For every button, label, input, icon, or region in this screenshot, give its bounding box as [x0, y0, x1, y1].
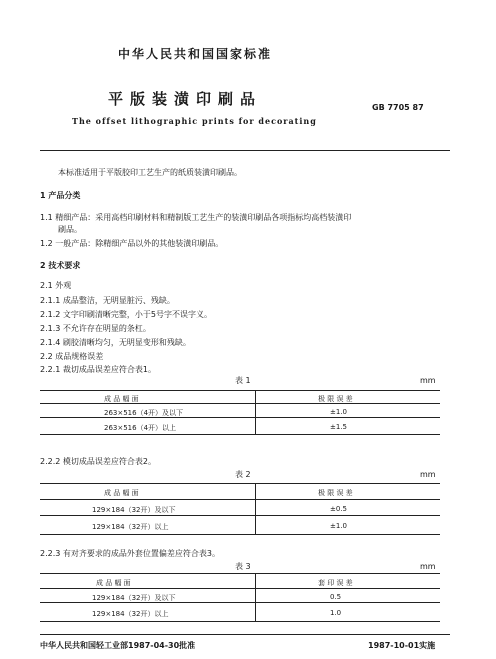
clause-2-1-3: 2.1.3 不允许存在明显的条杠。 [40, 324, 151, 333]
table-3-header-size: 成 品 幅 面 [96, 579, 131, 587]
clause-2-2: 2.2 成品规格误差 [40, 352, 104, 361]
clause-2-1-1: 2.1.1 成品整洁，无明显脏污、残缺。 [40, 296, 175, 305]
table-2-header-tolerance: 极 限 误 差 [318, 489, 353, 497]
effective-date: 1987-10-01实施 [368, 641, 436, 650]
document-title: 平版装潢印刷品 [108, 90, 263, 108]
clause-2-1-4: 2.1.4 刷胶清晰均匀，无明显变形和残缺。 [40, 338, 191, 347]
standard-number: GB 7705 87 [372, 103, 424, 112]
clause-2-2-2: 2.2.2 模切成品误差应符合表2。 [40, 457, 156, 466]
footer-rule [40, 634, 450, 635]
table-2-caption: 表 2 [235, 470, 251, 479]
table-row: 129×184（32开）以上 [92, 523, 169, 531]
table-cell: ±0.5 [330, 505, 347, 513]
table-2-unit: mm [420, 470, 436, 479]
table-row: 263×516（4开）及以下 [104, 409, 184, 417]
clause-2-1: 2.1 外观 [40, 281, 72, 290]
clause-2-2-3: 2.2.3 有对齐要求的成品外套位置偏差应符合表3。 [40, 549, 220, 558]
table-3-header-tolerance: 套 印 误 差 [318, 579, 353, 587]
english-title: The offset lithographic prints for decorating [72, 116, 317, 126]
table-3-caption: 表 3 [235, 562, 251, 571]
clause-1-1: 1.1 精细产品：采用高档印刷材料和精制版工艺生产的装潢印刷品各项指标均高档装潢印 [40, 213, 352, 222]
national-standard-heading: 中华人民共和国国家标准 [118, 47, 273, 61]
table-1-unit: mm [420, 376, 436, 385]
intro-paragraph: 本标准适用于平版胶印工艺生产的纸质装潢印刷品。 [58, 168, 242, 177]
table-1-header-tolerance: 极 限 误 差 [318, 395, 353, 403]
header-rule [40, 150, 450, 151]
clause-2-2-1: 2.2.1 裁切成品误差应符合表1。 [40, 365, 156, 374]
table-2-header-size: 成 品 幅 面 [104, 489, 139, 497]
clause-1-2: 1.2 一般产品：除精细产品以外的其他装潢印刷品。 [40, 239, 224, 248]
clause-2-1-2: 2.1.2 文字印刷清晰完整，小于5号字不误字义。 [40, 310, 212, 319]
table-row: 129×184（32开）及以下 [92, 594, 176, 602]
table-row: 129×184（32开）及以下 [92, 506, 176, 514]
table-cell: 1.0 [330, 609, 342, 617]
table-3-unit: mm [420, 562, 436, 571]
table-cell: ±1.5 [330, 423, 347, 431]
section-1-heading: 1 产品分类 [40, 191, 81, 200]
section-2-heading: 2 技术要求 [40, 261, 81, 270]
table-cell: 0.5 [330, 593, 342, 601]
table-cell: ±1.0 [330, 408, 347, 416]
table-1-header-size: 成 品 幅 面 [104, 395, 139, 403]
table-row: 263×516（4开）以上 [104, 424, 177, 432]
clause-1-1-continuation: 刷品。 [58, 225, 82, 234]
table-row: 129×184（32开）以上 [92, 610, 169, 618]
approval-note: 中华人民共和国轻工业部1987-04-30批准 [40, 641, 196, 650]
table-cell: ±1.0 [330, 522, 347, 530]
table-1-caption: 表 1 [235, 376, 251, 385]
